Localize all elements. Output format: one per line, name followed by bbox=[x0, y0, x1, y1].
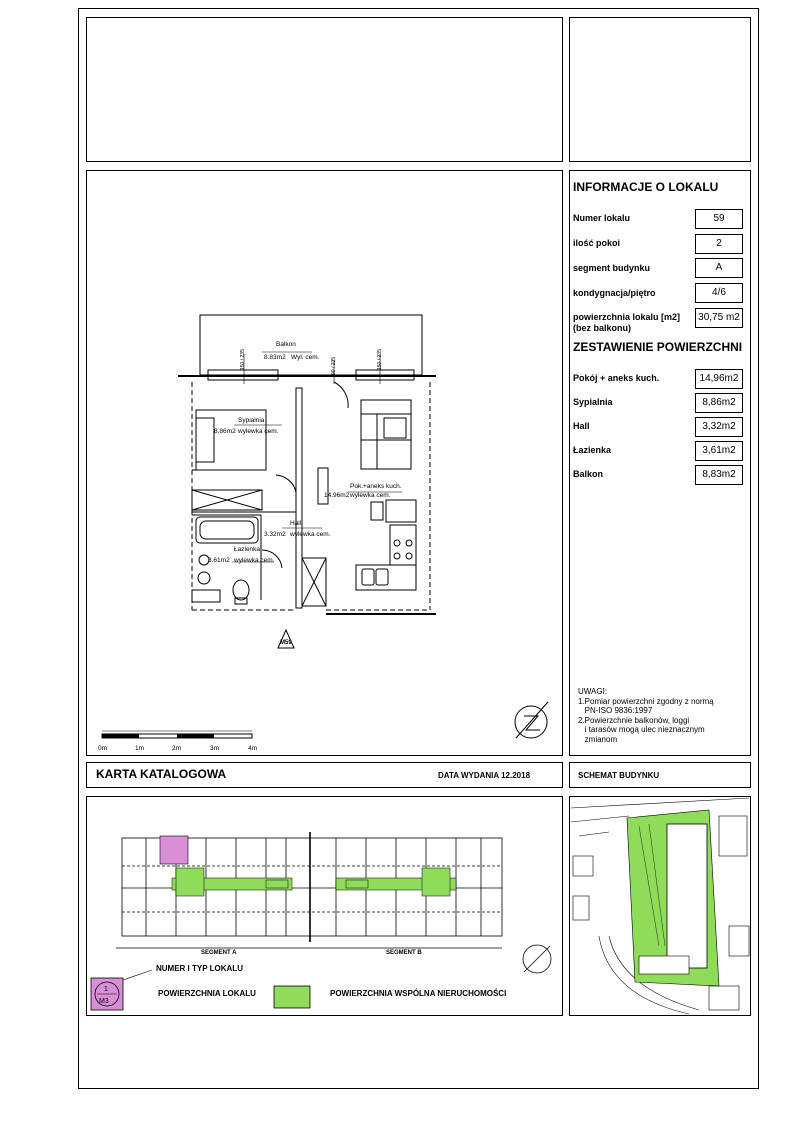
sink bbox=[198, 572, 210, 584]
header-right-box bbox=[569, 17, 751, 162]
dim-mid: 90 / 235 bbox=[331, 356, 337, 375]
balkon-area: 8.83m2 bbox=[264, 354, 286, 361]
hall-area: 3.32m2 bbox=[264, 531, 286, 538]
info-label-room-count: ilość pokoi bbox=[573, 238, 621, 248]
summary-value-hall: 3,32m2 bbox=[695, 417, 743, 437]
summary-label-balcony: Balkon bbox=[573, 469, 604, 479]
sypialnia-area: 8.86m2 bbox=[214, 428, 236, 435]
header-left-box bbox=[86, 17, 563, 162]
summary-title: ZESTAWIENIE POWIERZCHNI bbox=[573, 340, 743, 354]
legend-numer-label: NUMER I TYP LOKALU bbox=[156, 964, 243, 973]
pokoj-name: Pok.+aneks kuch. bbox=[350, 483, 402, 490]
balkon-name: Balkon bbox=[276, 341, 296, 348]
summary-value-balcony: 8,83m2 bbox=[695, 465, 743, 485]
info-label-unit-number: Numer lokalu bbox=[573, 213, 631, 223]
hall-name: Hall bbox=[290, 520, 302, 527]
key-plan bbox=[86, 796, 563, 1016]
site-plan bbox=[569, 796, 751, 1016]
legend-tag-type: M3 bbox=[99, 998, 109, 1005]
balkon-finish: Wyl. cem. bbox=[291, 354, 320, 361]
summary-value-living: 14,96m2 bbox=[695, 369, 743, 389]
notes-line: i tarasów mogą ulec nieznacznym bbox=[578, 725, 705, 734]
scale-label: 0m bbox=[98, 745, 108, 752]
scale-label: 4m bbox=[248, 745, 258, 752]
summary-label-living: Pokój + aneks kuch. bbox=[573, 373, 660, 383]
balcony-outline bbox=[200, 315, 422, 375]
floor-plan bbox=[86, 170, 563, 756]
info-value-floor: 4/6 bbox=[695, 283, 743, 303]
lazienka-finish: wylewka cem. bbox=[234, 557, 275, 564]
notes-line: 1.Pomiar powierzchni zgodny z normą bbox=[578, 696, 714, 706]
summary-value-bathroom: 3,61m2 bbox=[695, 441, 743, 461]
info-value-area: 30,75 m2 bbox=[695, 308, 743, 328]
notes bbox=[578, 687, 714, 744]
issue-date: DATA WYDANIA 12.2018 bbox=[438, 771, 531, 780]
scale-label: 2m bbox=[172, 745, 182, 752]
dim-right: 150 / 235 bbox=[377, 349, 383, 370]
schemat-title: SCHEMAT BUDYNKU bbox=[578, 771, 660, 780]
stove bbox=[390, 525, 416, 565]
legend-tag-num: 1 bbox=[104, 986, 108, 993]
unit-highlight bbox=[160, 836, 188, 864]
notes-line: PN-ISO 9836:1997 bbox=[578, 706, 653, 715]
notes-title: UWAGI: bbox=[578, 687, 608, 696]
summary-label-hall: Hall bbox=[573, 421, 590, 431]
hall-finish: wylewka cem. bbox=[290, 531, 331, 538]
info-value-segment: A bbox=[695, 258, 743, 278]
segment-b-label: SEGMENT B bbox=[386, 950, 422, 956]
summary-value-bedroom: 8,86m2 bbox=[695, 393, 743, 413]
legend-common-swatch bbox=[274, 986, 310, 1008]
lazienka-area: 3.61m2 bbox=[208, 557, 230, 564]
toilet bbox=[233, 580, 249, 600]
segment-a-label: SEGMENT A bbox=[201, 950, 237, 956]
info-value-room-count: 2 bbox=[695, 234, 743, 254]
site-building bbox=[667, 824, 707, 968]
notes-line: 2.Powierzchnie balkonów, loggi bbox=[578, 715, 690, 725]
info-label-area: powierzchnia lokalu [m2] bbox=[573, 312, 681, 322]
notes-line: zmianom bbox=[578, 734, 618, 744]
dim-left: 150 / 235 bbox=[240, 349, 246, 370]
pokoj-area: 14.96m2 bbox=[324, 492, 350, 499]
legend-common-area-label: POWIERZCHNIA WSPÓLNA NIERUCHOMOŚCI bbox=[330, 989, 507, 998]
sypialnia-name: Sypialnia bbox=[238, 417, 265, 424]
pokoj-finish: wylewka cem. bbox=[350, 492, 391, 499]
common-area bbox=[172, 868, 456, 896]
info-title: INFORMACJE O LOKALU bbox=[573, 180, 719, 194]
sypialnia-finish: wylewka cem. bbox=[238, 428, 279, 435]
scale-label: 3m bbox=[210, 745, 220, 752]
info-label-floor: kondygnacja/piętro bbox=[573, 288, 656, 298]
info-value-unit-number: 59 bbox=[695, 209, 743, 229]
info-label-area-note: (bez balkonu) bbox=[573, 323, 631, 333]
summary-label-bathroom: Łazienka bbox=[573, 445, 612, 455]
scale-label: 1m bbox=[135, 745, 145, 752]
info-label-segment: segment budynku bbox=[573, 263, 651, 273]
summary-label-bedroom: Sypialnia bbox=[573, 397, 613, 407]
legend-unit-area-label: POWIERZCHNIA LOKALU bbox=[158, 989, 256, 998]
karta-title: KARTA KATALOGOWA bbox=[96, 767, 227, 781]
unit-tag: M59 bbox=[280, 640, 292, 646]
lazienka-name: Łazienka bbox=[234, 546, 261, 553]
